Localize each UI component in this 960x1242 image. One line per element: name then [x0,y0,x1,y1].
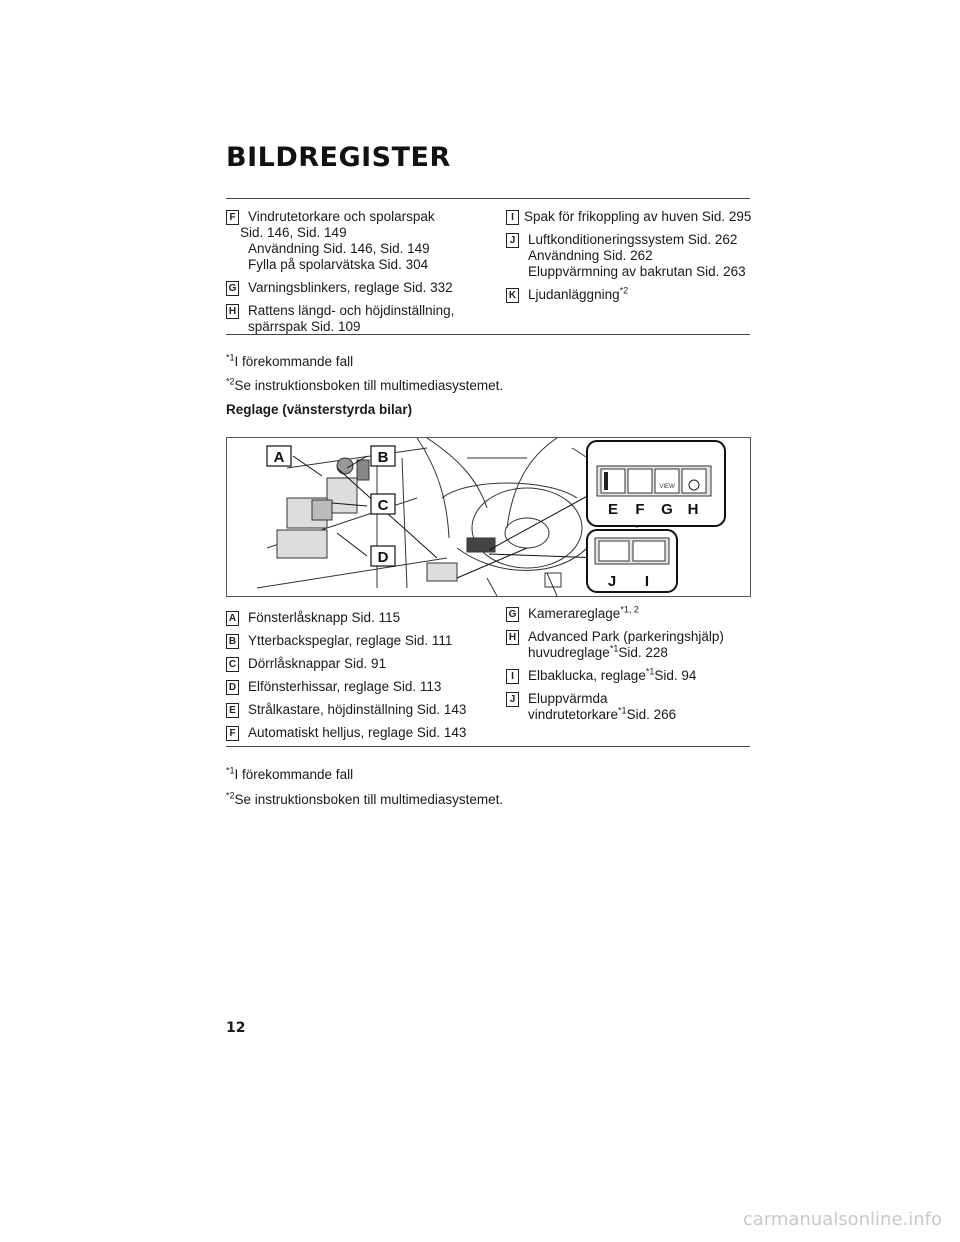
item-text: Varningsblinkers, reglage Sid. 332 [248,280,453,295]
item-text: Dörrlåsknappar Sid. 91 [248,656,387,671]
footnote-marker: *1 [609,643,619,654]
list-item [226,702,496,718]
item-text: Elbaklucka, reglage [528,668,646,683]
key-badge: H [226,304,239,319]
item-text: Sid. 228 [618,645,668,660]
key-badge: H [506,630,519,645]
label-d: D [377,549,389,566]
footnote-text: I förekommande fall [234,767,354,782]
item-text: Automatiskt helljus, reglage Sid. 143 [248,725,467,740]
item-text: Eluppvärmning av bakrutan Sid. 263 [528,264,746,279]
item-text: Elfönsterhissar, reglage Sid. 113 [248,679,442,694]
item-text: vindrutetorkare [528,707,619,722]
item-text: huvudreglage [528,645,610,660]
list-item [226,633,496,649]
list-item [226,656,496,672]
item-text: Ljudanläggning [528,287,620,302]
item-text: Sid. 94 [654,668,697,683]
list-item [226,303,486,335]
divider-top [226,198,750,199]
footnote [226,354,353,369]
key-badge: B [226,634,239,649]
footnote-marker: *2 [226,790,235,801]
footnote-marker: *1, 2 [620,604,639,615]
key-badge: I [506,669,519,684]
label-i: I [644,573,650,590]
key-badge: F [226,210,239,225]
label-g: G [661,501,673,518]
list-item [226,209,486,273]
section2-left [226,610,496,748]
watermark: carmanualsonline.info [742,1209,942,1230]
page-title: BILDREGISTER [226,142,451,173]
item-text: spärrspak Sid. 109 [248,319,361,334]
list-item [506,668,756,684]
label-j: J [607,573,617,590]
item-text: Sid. 146, Sid. 149 [240,225,347,240]
item-text: Sid. 266 [626,707,677,722]
item-text: Vindrutetorkare och spolarspak [248,209,435,224]
list-item [506,287,756,303]
key-badge: G [226,281,239,296]
section1-left [226,209,486,342]
footnote [226,792,503,807]
label-a: A [273,449,285,466]
footnote-marker: *1 [226,765,235,776]
list-item [506,209,756,225]
item-text: Luftkonditioneringssystem Sid. 262 [528,232,738,247]
item-text: Fylla på spolarvätska Sid. 304 [248,257,429,272]
item-text: Advanced Park (parkeringshjälp) [528,629,724,644]
footnote-text: I förekommande fall [234,354,354,369]
label-b: B [377,449,389,466]
dashboard-illustration [226,437,751,597]
footnote-marker: *2 [619,285,629,296]
key-badge: C [226,657,239,672]
list-item [226,610,496,626]
item-text: Spak för frikoppling av huven Sid. 295 [524,209,752,224]
divider-section1 [226,334,750,335]
section2-right [506,606,756,730]
list-item [226,280,486,296]
item-text: Användning Sid. 262 [528,248,653,263]
key-badge: K [506,288,519,303]
key-badge: D [226,680,239,695]
footnote [226,767,353,782]
key-badge: J [506,233,519,248]
key-badge: J [506,692,519,707]
key-badge: G [506,607,519,622]
list-item [506,691,756,723]
footnote-text: Se instruktionsboken till multimediasystemet. [234,792,504,807]
label-f: F [635,501,645,518]
footnote-marker: *2 [226,376,235,387]
footnote-marker: *1 [226,352,235,363]
label-h: H [687,501,699,518]
item-text: Ytterbackspeglar, reglage Sid. 111 [248,633,453,648]
divider-section2 [226,746,750,747]
item-text: Eluppvärmda [528,691,608,706]
footnote-marker: *1 [618,705,627,716]
view-label: VIEW [659,484,675,490]
list-item [506,606,756,622]
page-number: 12 [226,1020,246,1036]
footnote-text: Se instruktionsboken till multimediasystemet. [234,378,504,393]
item-text: Fönsterlåsknapp Sid. 115 [248,610,401,625]
key-badge: I [506,210,519,225]
section1-right [506,209,756,310]
label-e: E [607,501,619,518]
footnote [226,378,503,393]
item-text: Användning Sid. 146, Sid. 149 [248,241,430,256]
key-badge: F [226,726,239,741]
key-badge: E [226,703,239,718]
label-c: C [377,497,389,514]
key-badge: A [226,611,239,626]
illustration-svg [227,438,750,596]
list-item [506,232,756,280]
item-text: Kamerareglage [528,606,621,621]
item-text: Strålkastare, höjdinställning Sid. 143 [248,702,467,717]
section-heading: Reglage (vänsterstyrda bilar) [226,402,413,417]
list-item [226,679,496,695]
list-item [506,629,756,661]
list-item [226,725,496,741]
item-text: Rattens längd- och höjdinställning, [248,303,455,318]
footnote-marker: *1 [645,666,655,677]
